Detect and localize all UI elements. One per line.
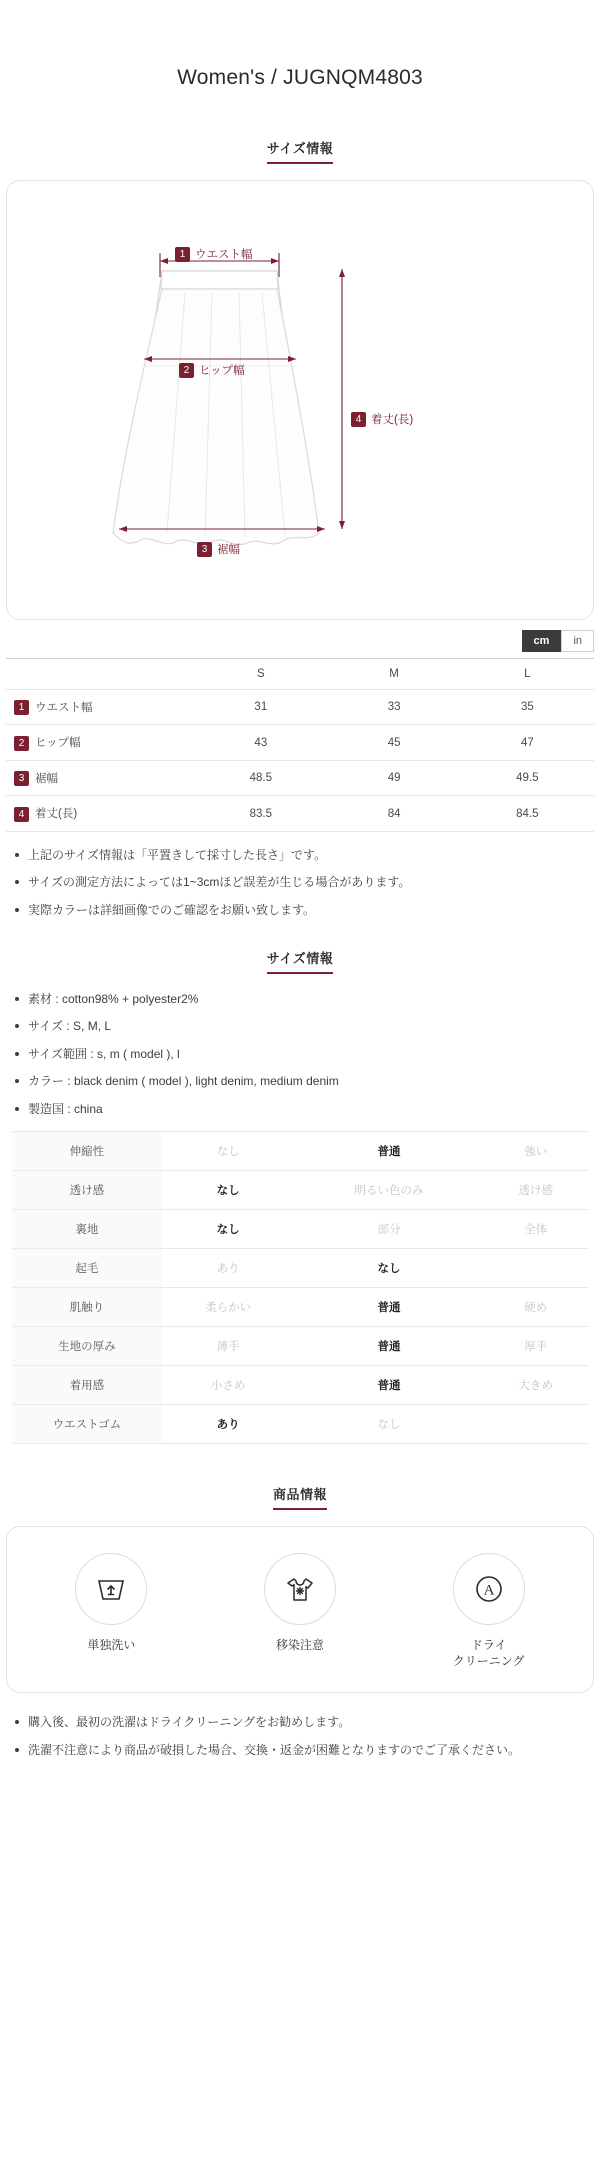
attribute-option-selected: あり bbox=[162, 1404, 295, 1443]
list-item: サイズ : S, M, L bbox=[28, 1017, 594, 1036]
attribute-option: 明るい色のみ bbox=[294, 1170, 483, 1209]
attribute-option: 強い bbox=[484, 1131, 588, 1170]
dry-clean-icon bbox=[453, 1553, 525, 1625]
attribute-option: 透け感 bbox=[484, 1170, 588, 1209]
care-item-color-transfer bbox=[207, 1553, 394, 1654]
care-item-hand-wash bbox=[18, 1553, 205, 1654]
diagram-label-hip: 2 ヒップ幅 bbox=[179, 362, 245, 378]
table-row bbox=[12, 1365, 588, 1404]
attribute-option-empty bbox=[484, 1404, 588, 1443]
attribute-option: 部分 bbox=[294, 1209, 483, 1248]
size-cell-length-m: 84 bbox=[327, 796, 460, 831]
attribute-option: あり bbox=[162, 1248, 295, 1287]
table-row bbox=[6, 796, 594, 831]
list-item: 製造国 : china bbox=[28, 1100, 594, 1119]
attribute-name-waist-elastic: ウエストゴム bbox=[12, 1404, 162, 1443]
size-row-label-waist: 1 ウエスト幅 bbox=[6, 690, 194, 725]
section-heading-product-info bbox=[0, 1484, 600, 1510]
care-instructions-card bbox=[6, 1526, 594, 1694]
table-row bbox=[6, 760, 594, 795]
attribute-name-sheerness: 透け感 bbox=[12, 1170, 162, 1209]
list-item: サイズの測定方法によっては1~3cmほど誤差が生じる場合があります。 bbox=[28, 873, 594, 892]
table-row bbox=[12, 1326, 588, 1365]
section-heading-label-3: 商品情報 bbox=[273, 1484, 327, 1510]
size-notes-list bbox=[6, 846, 594, 920]
unit-button-inch[interactable]: in bbox=[561, 630, 594, 652]
table-row bbox=[12, 1248, 588, 1287]
care-label-hand-wash: 単独洗い bbox=[87, 1637, 136, 1652]
attribute-option: 厚手 bbox=[484, 1326, 588, 1365]
attribute-name-lining: 裏地 bbox=[12, 1209, 162, 1248]
page-title: Women's / JUGNQM4803 bbox=[177, 66, 423, 89]
size-table-col-m: M bbox=[327, 659, 460, 690]
size-cell-hem-s: 48.5 bbox=[194, 760, 327, 795]
size-row-label-hip: 2 ヒップ幅 bbox=[6, 725, 194, 760]
attributes-table bbox=[12, 1131, 588, 1444]
care-notes-list bbox=[6, 1713, 594, 1759]
diagram-label-hem: 3 裾幅 bbox=[197, 541, 240, 557]
table-row bbox=[12, 1131, 588, 1170]
color-transfer-icon bbox=[264, 1553, 336, 1625]
attribute-option-selected: 普通 bbox=[294, 1326, 483, 1365]
care-label-color-transfer: 移染注意 bbox=[275, 1637, 324, 1652]
attribute-option: 薄手 bbox=[162, 1326, 295, 1365]
list-item: 上記のサイズ情報は「平置きして採寸した長さ」です。 bbox=[28, 846, 594, 865]
unit-toggle[interactable] bbox=[0, 630, 594, 652]
section-heading-label: サイズ情報 bbox=[267, 138, 333, 164]
size-cell-hip-s: 43 bbox=[194, 725, 327, 760]
size-table-col-blank bbox=[6, 659, 194, 690]
attribute-name-touch: 肌触り bbox=[12, 1287, 162, 1326]
table-row bbox=[12, 1404, 588, 1443]
size-diagram-card bbox=[6, 180, 594, 620]
list-item: カラー : black denim ( model ), light denim, medium denim bbox=[28, 1072, 594, 1091]
svg-text:A: A bbox=[483, 1582, 495, 1599]
size-table bbox=[6, 658, 594, 832]
diagram-label-waist: 1 ウエスト幅 bbox=[175, 246, 253, 262]
size-cell-hem-l: 49.5 bbox=[461, 760, 594, 795]
table-row bbox=[12, 1287, 588, 1326]
care-label-dry-clean-text: ドライ クリーニング bbox=[452, 1637, 525, 1669]
attribute-option: 柔らかい bbox=[162, 1287, 295, 1326]
attribute-option: なし bbox=[294, 1404, 483, 1443]
attribute-name-thickness: 生地の厚み bbox=[12, 1326, 162, 1365]
care-label-dry-clean bbox=[395, 1637, 582, 1671]
spec-notes-list bbox=[6, 990, 594, 1119]
table-row bbox=[12, 1209, 588, 1248]
size-diagram bbox=[7, 181, 593, 619]
attribute-option-selected: なし bbox=[162, 1170, 295, 1209]
table-row bbox=[12, 1170, 588, 1209]
size-table-col-l: L bbox=[461, 659, 594, 690]
list-item: 素材 : cotton98% + polyester2% bbox=[28, 990, 594, 1009]
attribute-name-napping: 起毛 bbox=[12, 1248, 162, 1287]
attribute-option: 全体 bbox=[484, 1209, 588, 1248]
size-table-col-s: S bbox=[194, 659, 327, 690]
unit-button-cm[interactable]: cm bbox=[522, 630, 562, 652]
attribute-option: 硬め bbox=[484, 1287, 588, 1326]
attribute-option: 大きめ bbox=[484, 1365, 588, 1404]
attribute-option: 小さめ bbox=[162, 1365, 295, 1404]
size-cell-hip-m: 45 bbox=[327, 725, 460, 760]
table-row bbox=[6, 725, 594, 760]
section-heading-label-2: サイズ情報 bbox=[267, 948, 333, 974]
size-cell-hip-l: 47 bbox=[461, 725, 594, 760]
attribute-name-fit: 着用感 bbox=[12, 1365, 162, 1404]
attribute-option-selected: 普通 bbox=[294, 1131, 483, 1170]
attribute-name-stretch: 伸縮性 bbox=[12, 1131, 162, 1170]
care-item-dry-clean bbox=[395, 1553, 582, 1671]
size-cell-hem-m: 49 bbox=[327, 760, 460, 795]
size-cell-waist-m: 33 bbox=[327, 690, 460, 725]
size-row-label-hem: 3 裾幅 bbox=[6, 760, 194, 795]
section-heading-size-info bbox=[0, 138, 600, 164]
diagram-label-length: 4 着丈(長) bbox=[351, 411, 413, 427]
size-table-header-row bbox=[6, 659, 594, 690]
attribute-option-selected: なし bbox=[294, 1248, 483, 1287]
size-cell-length-l: 84.5 bbox=[461, 796, 594, 831]
table-row bbox=[6, 690, 594, 725]
attribute-option: なし bbox=[162, 1131, 295, 1170]
size-cell-waist-s: 31 bbox=[194, 690, 327, 725]
size-row-label-length: 4 着丈(長) bbox=[6, 796, 194, 831]
skirt-diagram-svg bbox=[7, 181, 594, 619]
list-item: 洗濯不注意により商品が破損した場合、交換・返金が困難となりますのでご了承ください。 bbox=[28, 1741, 594, 1760]
attribute-option-selected: 普通 bbox=[294, 1365, 483, 1404]
list-item: サイズ範囲 : s, m ( model ), l bbox=[28, 1045, 594, 1064]
size-cell-waist-l: 35 bbox=[461, 690, 594, 725]
size-cell-length-s: 83.5 bbox=[194, 796, 327, 831]
attribute-option-selected: 普通 bbox=[294, 1287, 483, 1326]
attribute-option-empty bbox=[484, 1248, 588, 1287]
list-item: 実際カラーは詳細画像でのご確認をお願い致します。 bbox=[28, 901, 594, 920]
hand-wash-icon bbox=[75, 1553, 147, 1625]
list-item: 購入後、最初の洗濯はドライクリーニングをお勧めします。 bbox=[28, 1713, 594, 1732]
section-heading-spec-info bbox=[0, 948, 600, 974]
attribute-option-selected: なし bbox=[162, 1209, 295, 1248]
